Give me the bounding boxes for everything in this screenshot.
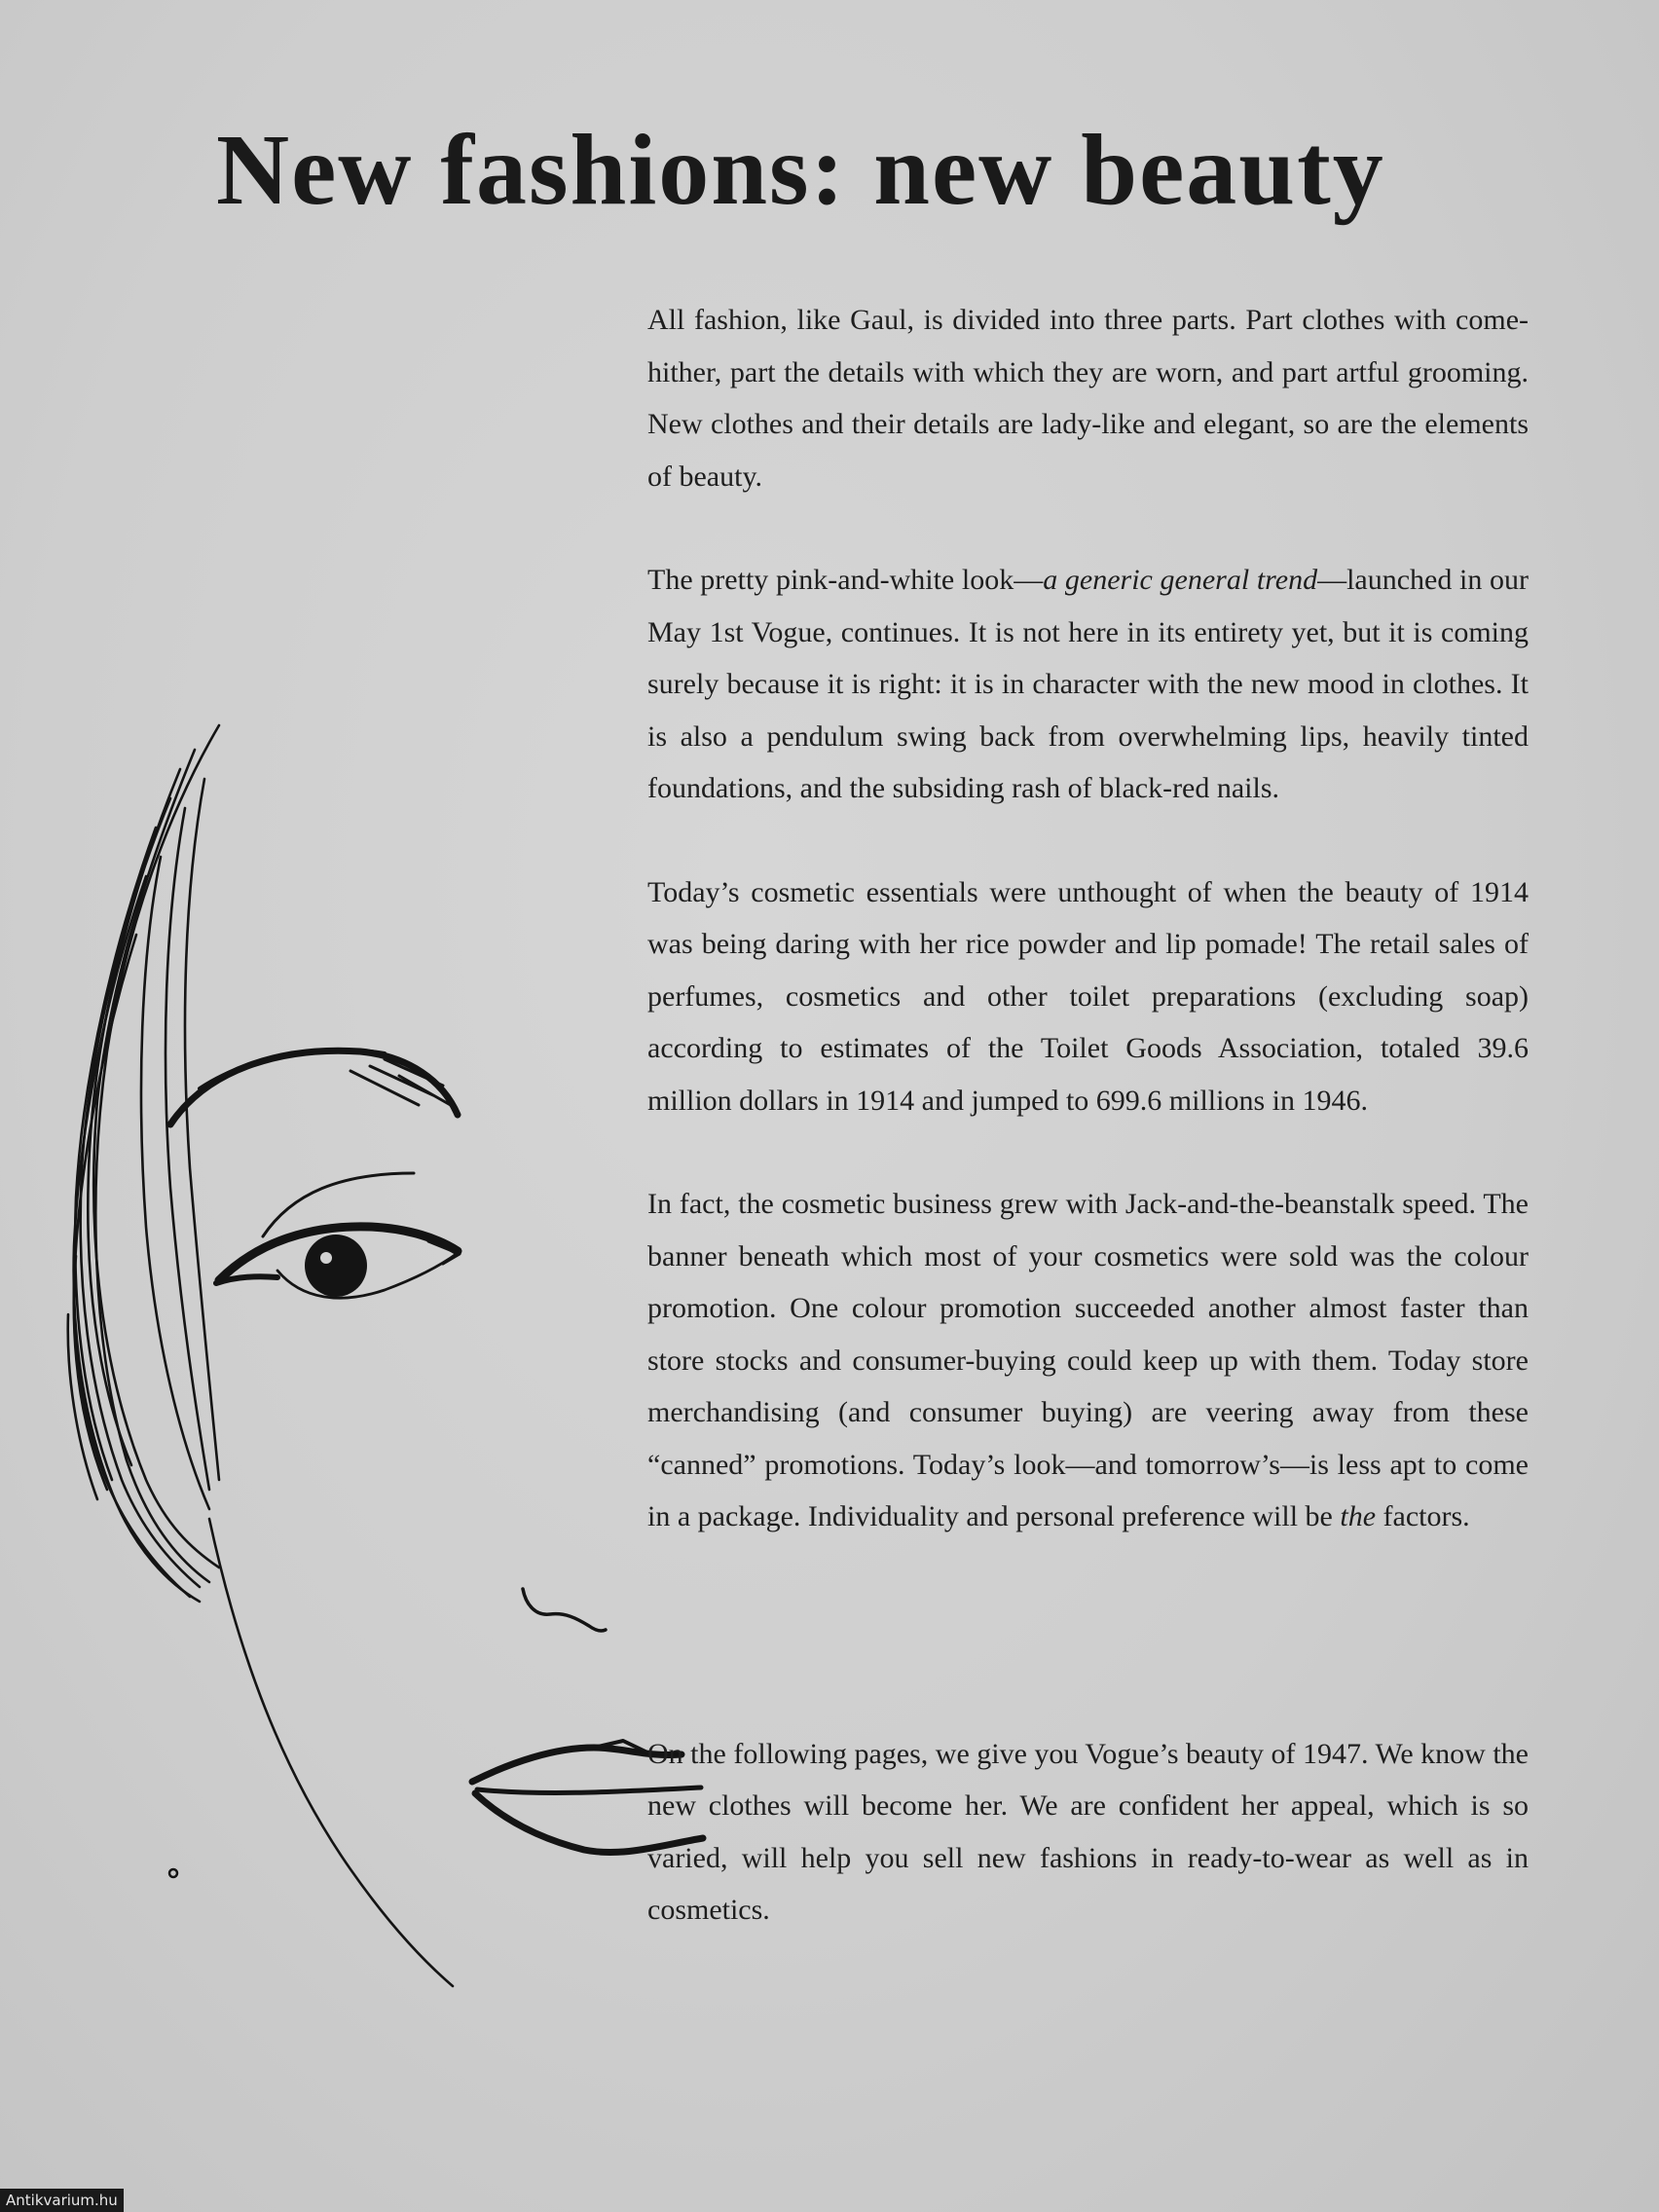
paragraph-2-text-a: The pretty pink-and-white look— — [647, 564, 1044, 596]
article-title: New fashions: new beauty — [216, 114, 1385, 226]
article-body — [647, 294, 1529, 1988]
paragraph-4 — [647, 1178, 1529, 1543]
paragraph-4-text-b: factors. — [1376, 1500, 1470, 1532]
hair-strands — [68, 725, 219, 1602]
paragraph-5: On the following pages, we give you Vogue’s beauty of 1947. We know the new clothes will become her. We are confident her appeal, which is so varied, will help you sell new fashions in ready-to-wear as well as in cosmetics. — [647, 1737, 1529, 1926]
ink-dot — [169, 1869, 177, 1877]
face-contour — [209, 1519, 453, 1986]
paragraph-3: Today’s cosmetic essentials were unthought of when the beauty of 1914 was being daring with her rice powder and lip pomade! The retail sales of perfumes, cosmetics and other toilet preparations (excluding soap) according to estimates of the Toilet Goods Association, totaled 39.6 million dollars in 1914 and jumped to 699.6 millions in 1946. — [647, 875, 1529, 1117]
watermark: Antikvarium.hu — [0, 2189, 124, 2212]
paragraph-2 — [647, 554, 1529, 815]
paragraph-1: All fashion, like Gaul, is divided into three parts. Part clothes with come-hither, part the details with which they are worn, and part artful grooming. New clothes and their details are lady-like and elegant, so are the elements of beauty. — [647, 304, 1529, 493]
paragraph-4-italic: the — [1340, 1500, 1377, 1532]
eye — [216, 1227, 460, 1298]
eyebrow — [170, 1050, 458, 1124]
paragraph-2-text-b: —launched in our May 1st Vogue, continues. It is not here in its entirety yet, but it is coming surely because it is right: it is in character with the new mood in clothes. It is also a pendulum swing back from overwhelming lips, heavily tinted foundations, and the subsiding rash of black-red nails. — [647, 564, 1530, 804]
nose — [523, 1589, 606, 1631]
paragraph-2-italic: a generic general trend — [1043, 564, 1318, 596]
paragraph-4-text-a: In fact, the cosmetic business grew with Jack-and-the-beanstalk speed. The banner beneath which most of your cosmetics were sold was the colour promotion. One colour promotion succeeded another almost faster than store stocks and consumer-buying could keep up with them. Today store merchandising (and consumer buying) are veering away from these “canned” promotions. Today’s look—and tomorrow’s—is less apt to come in a package. Individuality and personal preference will be — [647, 1188, 1529, 1532]
